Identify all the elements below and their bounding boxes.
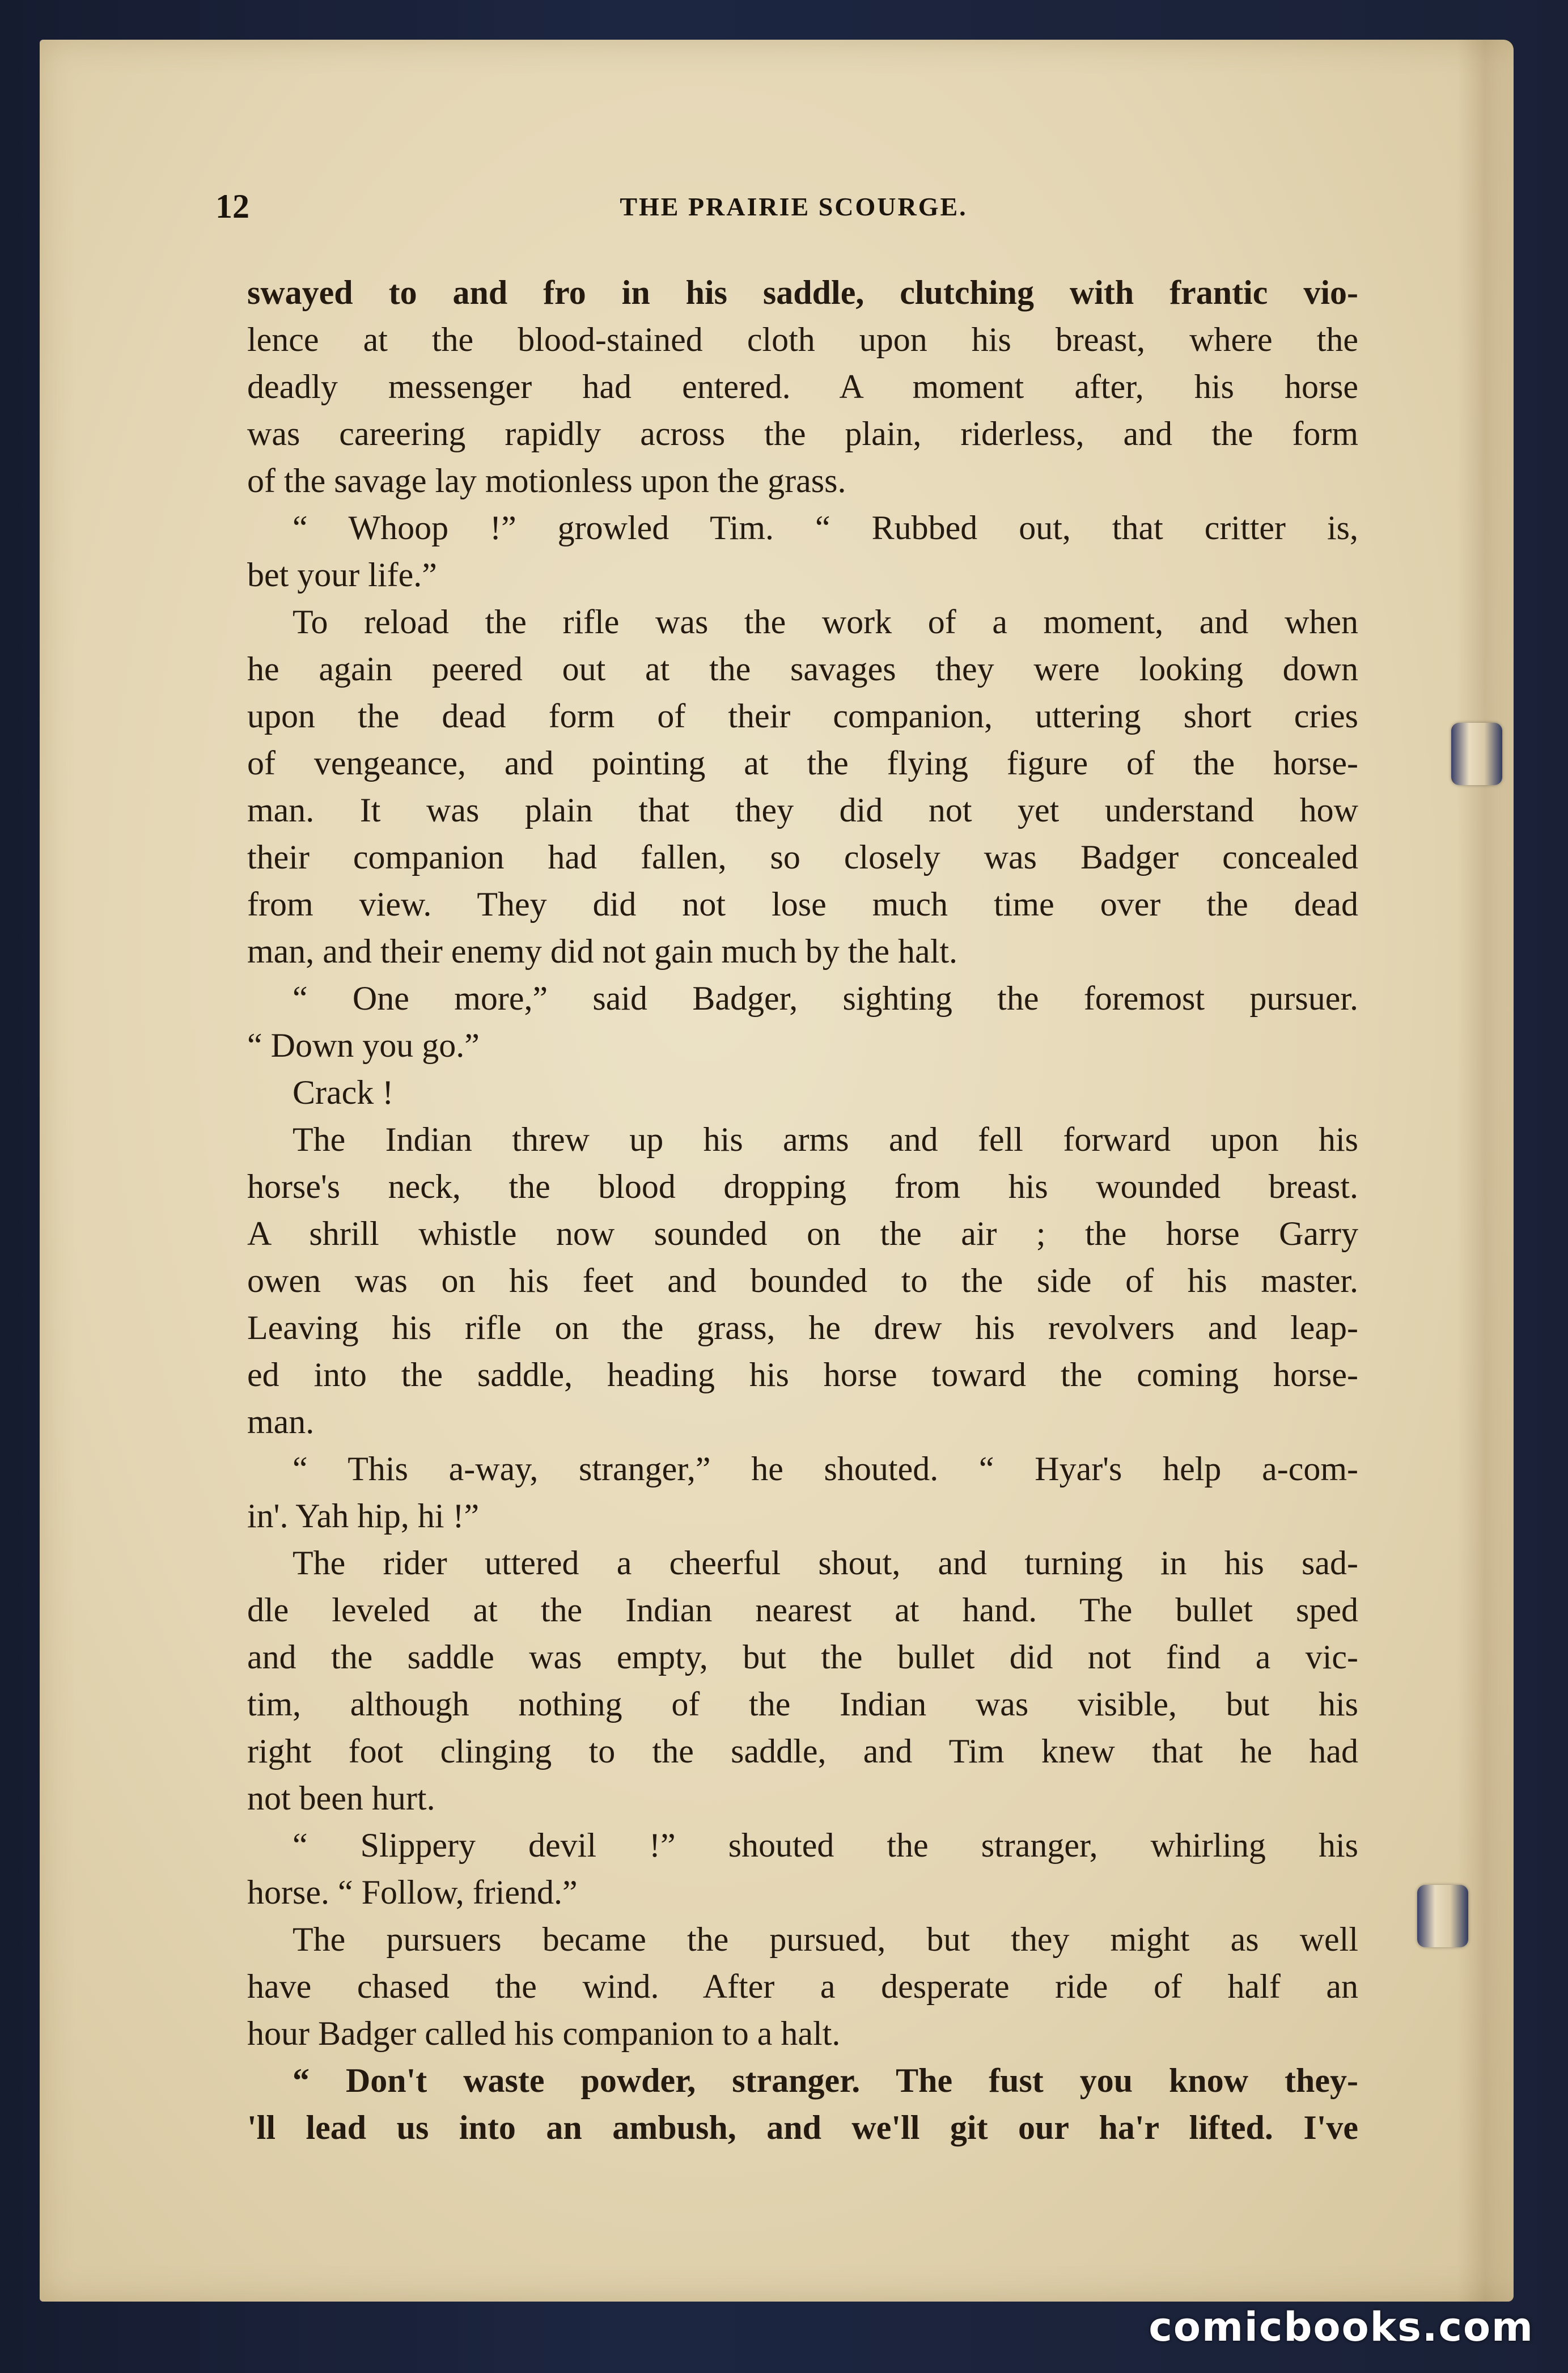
text-line: of the savage lay motionless upon the grass. [247, 462, 846, 499]
text-line: The Indian threw up his arms and fell forward upon his [293, 1121, 1358, 1158]
text-line: “ Down you go.” [247, 1027, 480, 1064]
text-line: owen was on his feet and bounded to the side of his master. [247, 1262, 1358, 1299]
text-line: A shrill whistle now sounded on the air ; the horse Garry [247, 1215, 1358, 1252]
binding-staple-upper [1451, 723, 1502, 785]
text-line: tim, although nothing of the Indian was visible, but his [247, 1685, 1358, 1723]
text-line: man. It was plain that they did not yet understand how [247, 791, 1358, 829]
text-line: “ Whoop !” growled Tim. “ Rubbed out, that critter is, [293, 509, 1358, 546]
text-line: deadly messenger had entered. A moment after, his horse [247, 368, 1358, 405]
text-line: To reload the rifle was the work of a moment, and when [293, 603, 1358, 641]
text-line: “ One more,” said Badger, sighting the foremost pursuer. [293, 980, 1358, 1017]
text-line: in'. Yah hip, hi !” [247, 1497, 480, 1535]
text-line: right foot clinging to the saddle, and Tim knew that he had [247, 1732, 1358, 1770]
text-line: not been hurt. [247, 1779, 435, 1817]
text-line: man, and their enemy did not gain much by the halt. [247, 933, 958, 970]
text-line: from view. They did not lose much time over the dead [247, 885, 1358, 923]
text-line: have chased the wind. After a desperate ride of half an [247, 1968, 1358, 2005]
text-line: upon the dead form of their companion, uttering short cries [247, 697, 1358, 735]
text-line: bet your life.” [247, 556, 437, 594]
text-line: dle leveled at the Indian nearest at hand. The bullet sped [247, 1591, 1358, 1629]
page-header [215, 187, 1372, 232]
text-line: hour Badger called his companion to a halt. [247, 2015, 841, 2052]
text-line: and the saddle was empty, but the bullet did not find a vic- [247, 1638, 1358, 1676]
text-line: ed into the saddle, heading his horse toward the coming horse- [247, 1356, 1358, 1393]
text-line: The pursuers became the pursued, but they might as well [293, 1921, 1358, 1958]
text-line: swayed to and fro in his saddle, clutching with frantic vio- [247, 274, 1358, 311]
text-line: 'll lead us into an ambush, and we'll git our ha'r lifted. I've [247, 2109, 1358, 2146]
text-line: horse's neck, the blood dropping from his wounded breast. [247, 1168, 1358, 1205]
text-line: their companion had fallen, so closely was Badger concealed [247, 838, 1358, 876]
text-line: “ Don't waste powder, stranger. The fust you know they- [293, 2062, 1358, 2099]
page-number: 12 [215, 188, 249, 225]
text-line: Crack ! [293, 1074, 394, 1111]
text-line: “ This a-way, stranger,” he shouted. “ Hyar's help a-com- [293, 1450, 1358, 1488]
text-line: horse. “ Follow, friend.” [247, 1874, 578, 1911]
text-line: lence at the blood-stained cloth upon his breast, where the [247, 321, 1358, 358]
text-line: he again peered out at the savages they were looking down [247, 650, 1358, 688]
text-line: man. [247, 1403, 315, 1440]
text-line: The rider uttered a cheerful shout, and turning in his sad- [293, 1544, 1358, 1582]
binding-staple-lower [1417, 1885, 1468, 1947]
running-title: THE PRAIRIE SCOURGE. [620, 192, 968, 221]
body-text [247, 269, 1358, 2151]
text-line: of vengeance, and pointing at the flying figure of the horse- [247, 744, 1358, 782]
text-line: “ Slippery devil !” shouted the stranger, whirling his [293, 1827, 1358, 1864]
text-line: was careering rapidly across the plain, riderless, and the form [247, 415, 1358, 452]
watermark: comicbooks.com [1149, 2304, 1534, 2350]
page-gutter-shadow [1457, 40, 1514, 2302]
text-line: Leaving his rifle on the grass, he drew his revolvers and leap- [247, 1309, 1358, 1346]
